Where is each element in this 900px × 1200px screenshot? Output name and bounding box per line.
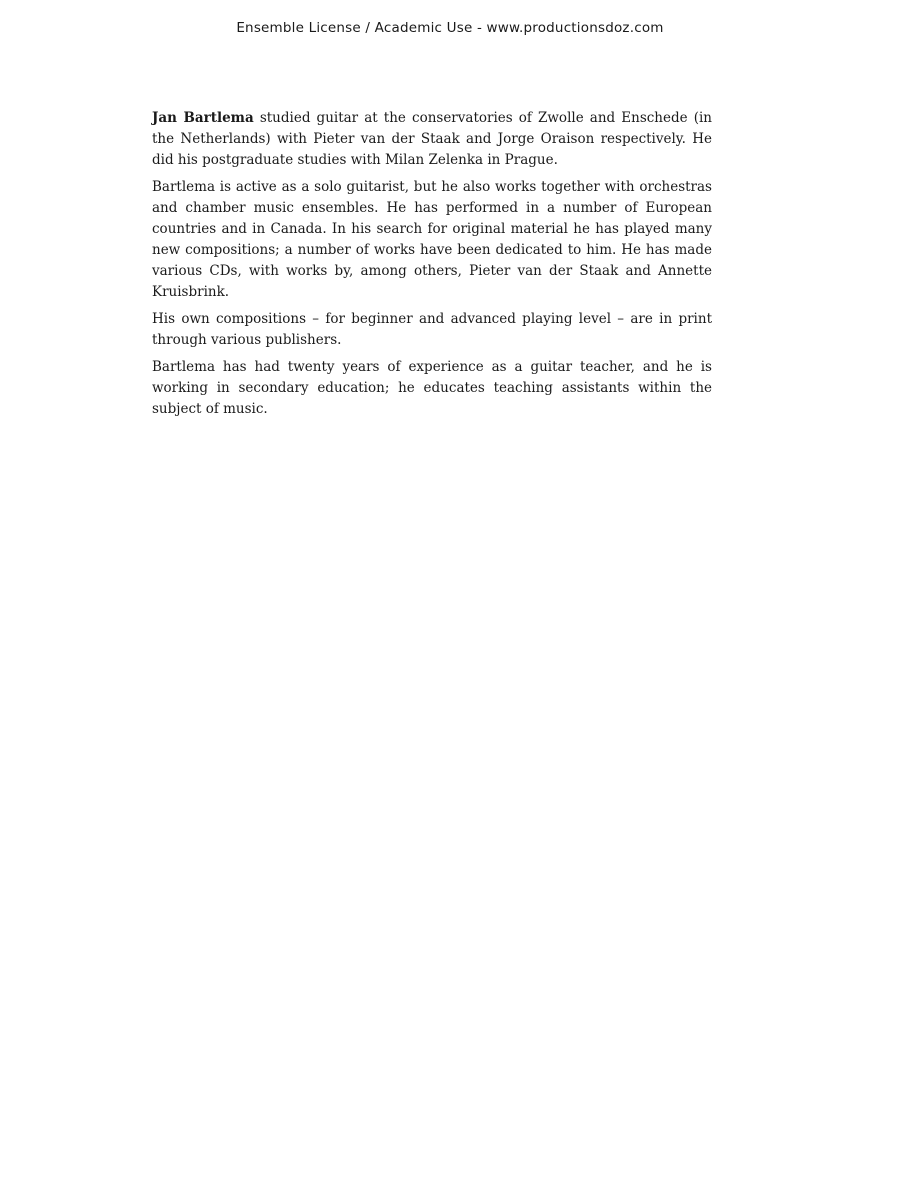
- bio-paragraph-1-text: studied guitar at the conservatories of Zwolle and Enschede (in the Netherlands) with Pieter van der Staak and Jorge Oraison respectively. He did his postgraduate studies with Milan Zelenka in Prague.: [152, 110, 713, 168]
- bio-paragraph-3: His own compositions – for beginner and advanced playing level – are in print through various publishers.: [152, 311, 712, 348]
- license-header: Ensemble License / Academic Use - www.productionsdoz.com: [236, 20, 664, 36]
- bio-paragraph-4: Bartlema has had twenty years of experience as a guitar teacher, and he is working in secondary education; he educates teaching assistants within the subject of music.: [152, 359, 712, 417]
- biography: [152, 108, 712, 426]
- bio-paragraph-1: [152, 108, 712, 171]
- composer-name: Jan Bartlema: [152, 110, 254, 126]
- bio-paragraph-2: Bartlema is active as a solo guitarist, but he also works together with orchestras and chamber music ensembles. He has performed in a number of European countries and in Canada. In his search for original material he has played many new compositions; a number of works have been dedicated to him. He has made various CDs, with works by, among others, Pieter van der Staak and Annette Kruisbrink.: [152, 179, 712, 300]
